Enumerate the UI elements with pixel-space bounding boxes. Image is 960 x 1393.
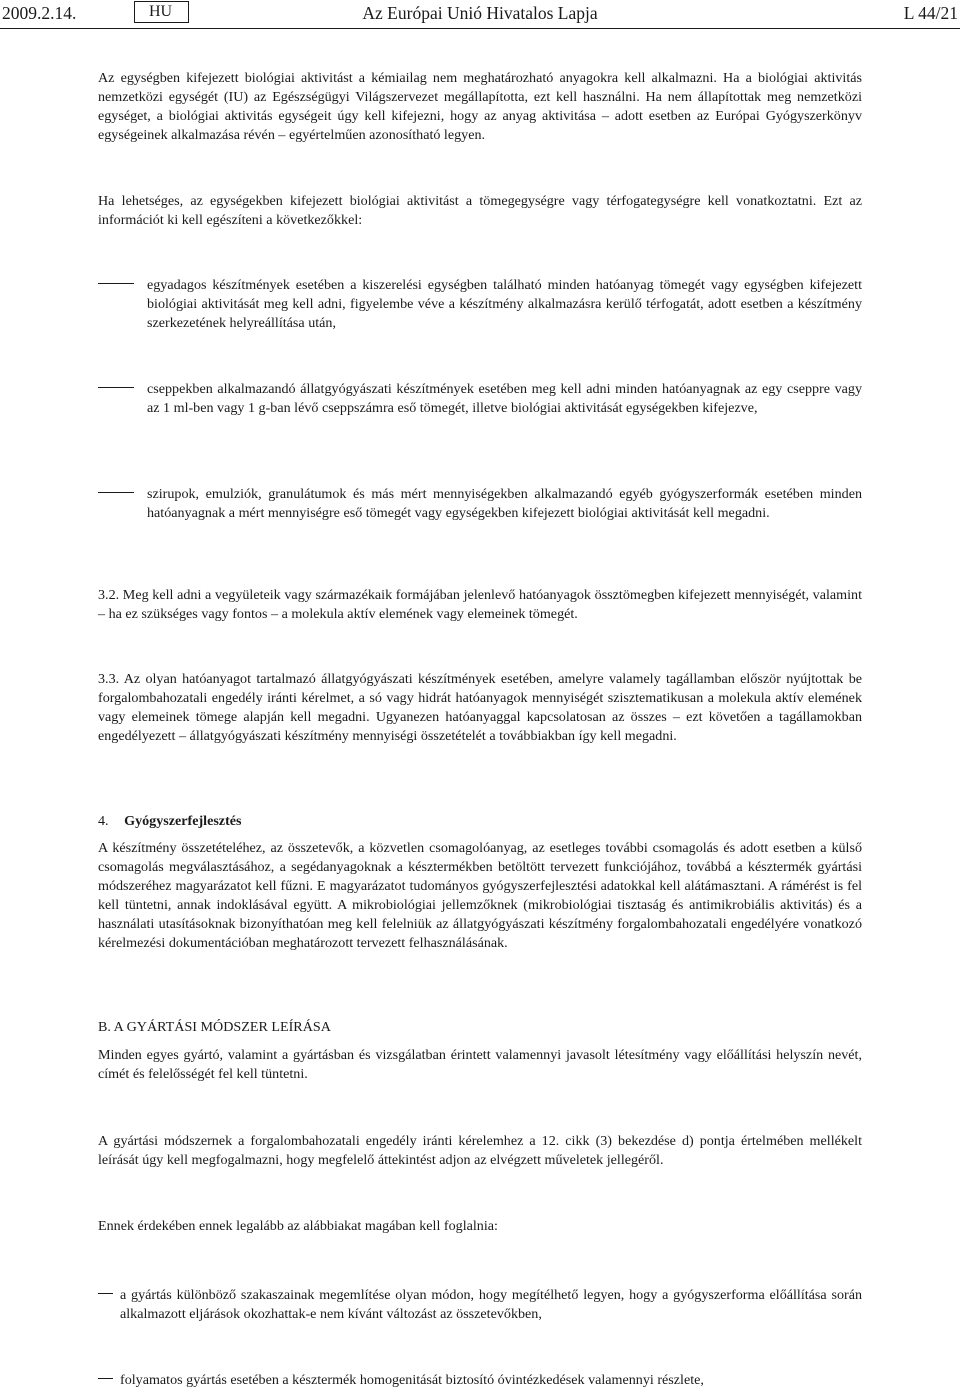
paragraph-method-description: A gyártási módszernek a forgalombahozatali engedély iránti kérelemhez a 12. cikk (3) bekezdése d) pontja értelmében mellékelt leírását úgy kell megfogalmazni, hogy megfelelő áttekintést adjon az elvégzett műveletek jellegéről. (98, 1133, 862, 1168)
heading-4-number: 4. (98, 813, 109, 829)
section-3-2: 3.2. Meg kell adni a vegyületeik vagy származékaik formájában jelenlevő hatóanyagok össztömegben kifejezett mennyiségét, valamint – ha ez szükséges vagy fontos – a molekula aktív elemének vagy elemeinek tömegét. (98, 587, 862, 622)
bullet-dash (98, 1371, 118, 1390)
heading-b: B. A GYÁRTÁSI MÓDSZER LEÍRÁSA (98, 1019, 331, 1035)
publication-date: 2009.2.14. (2, 3, 77, 23)
bullet-dash (98, 276, 143, 295)
page-header (0, 0, 960, 28)
bullet-syrups: szirupok, emulziók, granulátumok és más mért mennyiségekben alkalmazandó egyéb gyógyszerformák esetében minden hatóanyagnak a mért mennyiségre eső tömegét vagy egységekben kifejezett biológiai aktivitását kell megadni. (147, 486, 862, 521)
bullet-single-dose: egyadagos készítmények esetében a kiszerelési egységben található minden hatóanyag tömegét vagy egységben kifejezett biológiai aktivitását meg kell adni, figyelembe véve a készítmény alkalmazásra kerülő térfogatát, adott esetben a készítmény szerkezetének helyreállítása után, (147, 277, 862, 331)
section-3-3: 3.3. Az olyan hatóanyagot tartalmazó állatgyógyászati készítmények esetében, amelyre valamely tagállamban először nyújtottak be forgalombahozatali engedély iránti kérelmet, a só vagy hidrát hatóanyagok mennyiségét szisztematikusan a molekula aktív elemének vagy elemeinek tömege alapján kell megadni. Ugyanezen hatóanyaggal kapcsolatosan az összes – ezt követően a tagállamokban engedélyezett – állatgyógyászati készítmény mennyiségi összetételét a továbbiakban így kell megadni. (98, 671, 862, 744)
bullet-drops: cseppekben alkalmazandó állatgyógyászati készítmények esetében meg kell adni minden hatóanyagnak az egy cseppre vagy az 1 ml-ben vagy 1 g-ban lévő cseppszámra eső tömegét, illetve biológiai aktivitását egységekben kifejezve, (147, 381, 862, 416)
journal-title: Az Európai Unió Hivatalos Lapja (362, 3, 598, 23)
paragraph-biological-activity: Az egységben kifejezett biológiai aktivitást a kémiailag nem meghatározható anyagokra kell alkalmazni. Ha a biológiai aktivitás nemzetközi egységét (IU) az Egészségügyi Világszervezet megállapította, ezt kell használni. Ha nem állapítottak meg nemzetközi egységet, a biológiai aktivitás egységeit úgy kell kifejezni, hogy az anyag aktivitása – adott esetben az Európai Gyógyszerkönyv egységeinek alkalmazása révén – egyértelműen azonosítható legyen. (98, 70, 862, 143)
paragraph-development: A készítmény összetételéhez, az összetevők, a közvetlen csomagolóanyag, az esetleges további csomagolás és adott esetben a külső csomagolás megválasztásához, a segédanyagoknak a késztermékben betöltött tervezett funkciójához, továbbá a késztermék gyártási módszeréhez magyarázatot kell fűzni. E magyarázatot tudományos gyógyszerfejlesztési adatokkal kell alátámasztani. A rámérést is fel kell tüntetni, annak indoklásával együtt. A mikrobiológiai jellemzőknek (mikrobiológiai tisztaság és antimikrobiális aktivitás) és a használati utasításoknak bizonyíthatóan meg kell felelniük az állatgyógyászati készítmény forgalombahozatali engedélyére vonatkozó kérelmezési dokumentációban meghatározott tervezett felhasználásának. (98, 840, 862, 951)
paragraph-manufacturers: Minden egyes gyártó, valamint a gyártásban és vizsgálatban érintett valamennyi javasolt létesítmény vagy előállítási helyszín nevét, címét és felelősségét fel kell tüntetni. (98, 1047, 862, 1082)
paragraph-units: Ha lehetséges, az egységekben kifejezett biológiai aktivitást a tömegegységre vagy térfogategységre kell vonatkoztatni. Ezt az információt ki kell egészíteni a következőkkel: (98, 193, 862, 228)
page-number: L 44/21 (903, 3, 958, 23)
language-badge: HU (134, 1, 189, 23)
bullet-continuous-production: folyamatos gyártás esetében a késztermék homogenitását biztosító óvintézkedések valamennyi részlete, (120, 1372, 704, 1388)
bullet-dash (98, 485, 143, 504)
bullet-dash (98, 380, 143, 399)
header-rule (0, 28, 960, 29)
bullet-dash (98, 1286, 118, 1305)
heading-4 (98, 812, 242, 831)
paragraph-contents: Ennek érdekében ennek legalább az alábbiakat magában kell foglalnia: (98, 1218, 498, 1234)
bullet-production-stages: a gyártás különböző szakaszainak megemlítése olyan módon, hogy megítélhető legyen, hogy a gyógyszerforma előállítása során alkalmazott eljárások okozhattak-e nem kívánt változást az összetevőkben, (120, 1287, 862, 1322)
heading-4-title: Gyógyszerfejlesztés (124, 813, 242, 829)
